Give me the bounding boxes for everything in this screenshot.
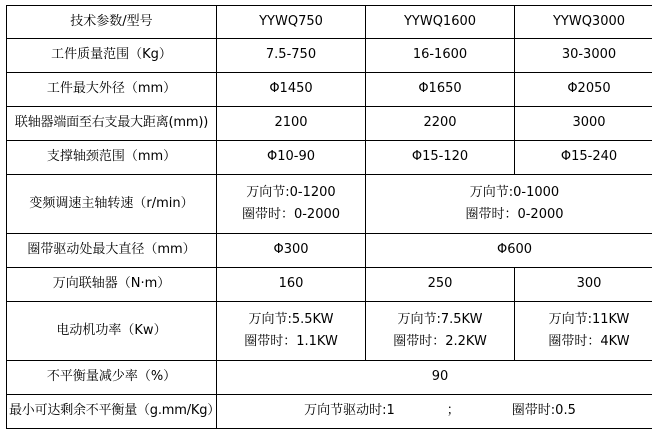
row-value: 圈带时:0.5 — [512, 403, 576, 418]
row-value: 300 — [515, 268, 652, 302]
table-row — [7, 107, 652, 141]
row-value: 3000 — [515, 107, 652, 141]
table-row — [7, 268, 652, 302]
table-header-row — [7, 6, 652, 39]
row-value: 2100 — [217, 107, 366, 141]
row-value: Φ300 — [217, 234, 366, 268]
row-label: 变频调速主轴转速（r/min） — [7, 175, 217, 234]
row-value: 2200 — [366, 107, 515, 141]
row-value: 圈带时：0-2000 — [242, 204, 340, 226]
row-value-group — [217, 395, 652, 429]
row-label: 联轴器端面至右支最大距离(mm)) — [7, 107, 217, 141]
row-value: 万向节:5.5KW — [249, 309, 334, 331]
row-value-group — [366, 302, 515, 361]
row-value: 万向节:0-1200 — [246, 182, 335, 204]
table-row — [7, 302, 652, 361]
row-label: 工件最大外径（mm） — [7, 73, 217, 107]
row-value-group — [366, 175, 652, 234]
row-label: 万向联轴器（N·m） — [7, 268, 217, 302]
header-model-cell-2: YYWQ1600 — [366, 6, 515, 39]
row-value: 160 — [217, 268, 366, 302]
row-value-group — [217, 302, 366, 361]
table-row — [7, 234, 652, 268]
row-value: 圈带时：1.1KW — [244, 331, 338, 353]
row-value-group — [515, 302, 652, 361]
table-row — [7, 141, 652, 175]
row-label: 最小可达剩余不平衡量（g.mm/Kg） — [7, 395, 217, 429]
header-model-cell-3: YYWQ3000 — [515, 6, 652, 39]
row-value: 30-3000 — [515, 39, 652, 73]
row-value: 万向节:7.5KW — [398, 309, 483, 331]
row-label: 不平衡量减少率（%） — [7, 361, 217, 395]
row-value: 圈带时：0-2000 — [465, 204, 563, 226]
row-label: 圈带驱动处最大直径（mm） — [7, 234, 217, 268]
row-value: 万向节:0-1000 — [470, 182, 559, 204]
row-label: 电动机功率（Kw） — [7, 302, 217, 361]
header-label-cell: 技术参数/型号 — [7, 6, 217, 39]
row-value: Φ15-240 — [515, 141, 652, 175]
row-value: Φ10-90 — [217, 141, 366, 175]
row-value: Φ15-120 — [366, 141, 515, 175]
header-model-cell-1: YYWQ750 — [217, 6, 366, 39]
row-separator: ； — [447, 403, 460, 418]
row-value: 万向节:11KW — [549, 309, 630, 331]
table-row — [7, 175, 652, 234]
row-label: 工件质量范围（Kg） — [7, 39, 217, 73]
specification-table — [6, 5, 652, 429]
row-value: Φ2050 — [515, 73, 652, 107]
row-label: 支撑轴颈范围（mm） — [7, 141, 217, 175]
row-value: Φ600 — [366, 234, 652, 268]
row-value: 16-1600 — [366, 39, 515, 73]
table-row — [7, 39, 652, 73]
row-value: 7.5-750 — [217, 39, 366, 73]
row-value: 90 — [217, 361, 652, 395]
row-value: 圈带时：2.2KW — [393, 331, 487, 353]
row-value: 250 — [366, 268, 515, 302]
table-row — [7, 361, 652, 395]
table-row — [7, 73, 652, 107]
row-value-group — [217, 175, 366, 234]
row-value: Φ1650 — [366, 73, 515, 107]
row-value: 圈带时：4KW — [548, 331, 629, 353]
row-value: 万向节驱动时:1 — [304, 403, 395, 418]
table-row — [7, 395, 652, 429]
row-value: Φ1450 — [217, 73, 366, 107]
